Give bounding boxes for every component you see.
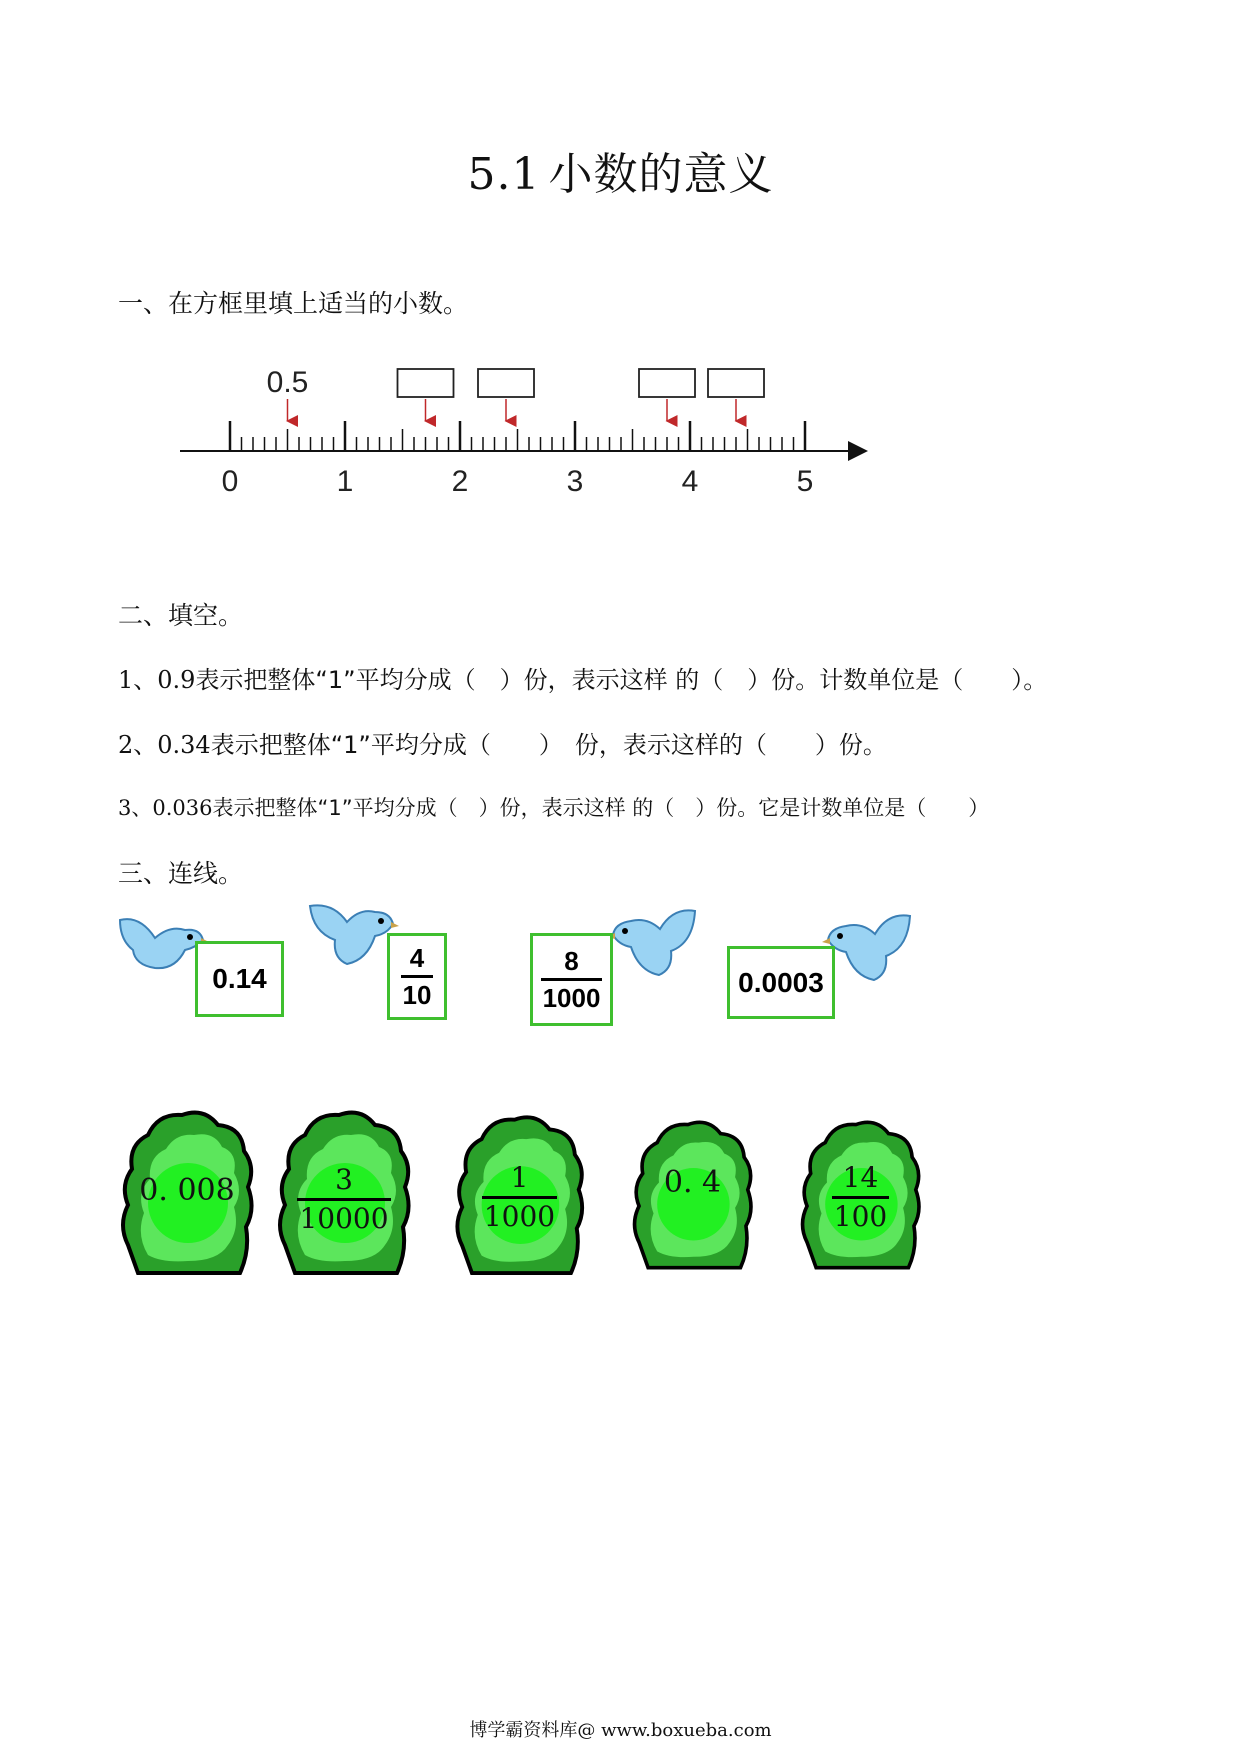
bush-2-numerator: 3 [335, 1162, 353, 1196]
bush-5-denominator: 100 [833, 1200, 888, 1233]
question-2-text: 表示把整体“1”平均分成（ ） 份，表示这样的（ ）份。 [210, 731, 887, 759]
question-2 [118, 725, 887, 760]
title-text: 小数的意义 [548, 149, 774, 200]
section1-heading: 一、在方框里填上适当的小数。 [118, 289, 469, 318]
card-2-denominator: 10 [402, 980, 432, 1010]
footer-watermark: 博学霸资料库@ www.boxueba.com [469, 1720, 772, 1741]
fraction-bar [297, 1198, 390, 1201]
question-3 [118, 792, 989, 822]
match-card-1[interactable] [195, 941, 284, 1017]
bush-3-numerator: 1 [510, 1161, 529, 1194]
section2-heading: 二、填空。 [118, 601, 244, 630]
match-card-2[interactable] [387, 933, 447, 1020]
bush-2-denominator: 10000 [299, 1201, 389, 1235]
card-4-value: 0.0003 [738, 966, 824, 998]
match-card-3[interactable] [530, 933, 613, 1026]
card-3-fraction [541, 947, 603, 1012]
question-2-number: 2、0.34 [118, 731, 211, 759]
fraction-bar [832, 1196, 889, 1199]
question-1-text: 表示把整体“1”平均分成（ ）份，表示这样 的（ ）份。计数单位是（ ）。 [195, 666, 1048, 694]
match-bush-1[interactable] [118, 1105, 256, 1275]
bush-1-value: 0. 008 [139, 1172, 235, 1208]
known-value-label: 0.5 [266, 366, 309, 399]
match-bush-2[interactable] [275, 1105, 413, 1275]
question-1 [118, 660, 1047, 695]
card-2-fraction [401, 944, 434, 1009]
card-3-numerator: 8 [564, 946, 579, 976]
title-number: 5.1 [467, 149, 541, 200]
tick-label: 0 [221, 465, 239, 498]
tick-label: 2 [451, 465, 469, 498]
bird-icon [605, 905, 700, 985]
fraction-bar [482, 1196, 557, 1199]
fraction-bar [401, 975, 434, 978]
question-1-number: 1、0.9 [118, 666, 196, 694]
match-card-4[interactable] [727, 946, 835, 1019]
fraction-bar [541, 978, 603, 981]
answer-box-1[interactable] [398, 369, 454, 397]
bird-icon [305, 898, 400, 973]
number-line [0, 340, 1241, 520]
bush-3-denominator: 1000 [483, 1200, 556, 1233]
question-3-number: 3、0.036 [118, 796, 213, 820]
match-bush-3[interactable] [452, 1110, 587, 1275]
tick-label: 1 [336, 465, 354, 498]
match-bush-5[interactable] [798, 1110, 923, 1275]
bush-3-fraction [482, 1163, 557, 1232]
tick-label: 5 [796, 465, 814, 498]
card-3-denominator: 1000 [542, 983, 601, 1013]
bush-2-fraction [297, 1162, 390, 1235]
tick-label: 3 [566, 465, 584, 498]
answer-box-4[interactable] [708, 369, 764, 397]
bush-4-value: 0. 4 [663, 1165, 722, 1200]
card-2-numerator: 4 [409, 943, 425, 973]
match-bush-4[interactable] [630, 1110, 755, 1275]
bush-5-fraction [832, 1163, 889, 1232]
question-3-text: 表示把整体“1”平均分成（ ）份，表示这样 的（ ）份。它是计数单位是（ ） [212, 796, 990, 820]
card-1-value: 0.14 [212, 963, 267, 994]
answer-box-3[interactable] [639, 369, 695, 397]
tick-label: 4 [681, 465, 699, 498]
page-title [0, 138, 1241, 202]
section3-heading: 三、连线。 [118, 859, 244, 888]
answer-box-2[interactable] [478, 369, 534, 397]
bush-5-numerator: 14 [842, 1161, 879, 1194]
